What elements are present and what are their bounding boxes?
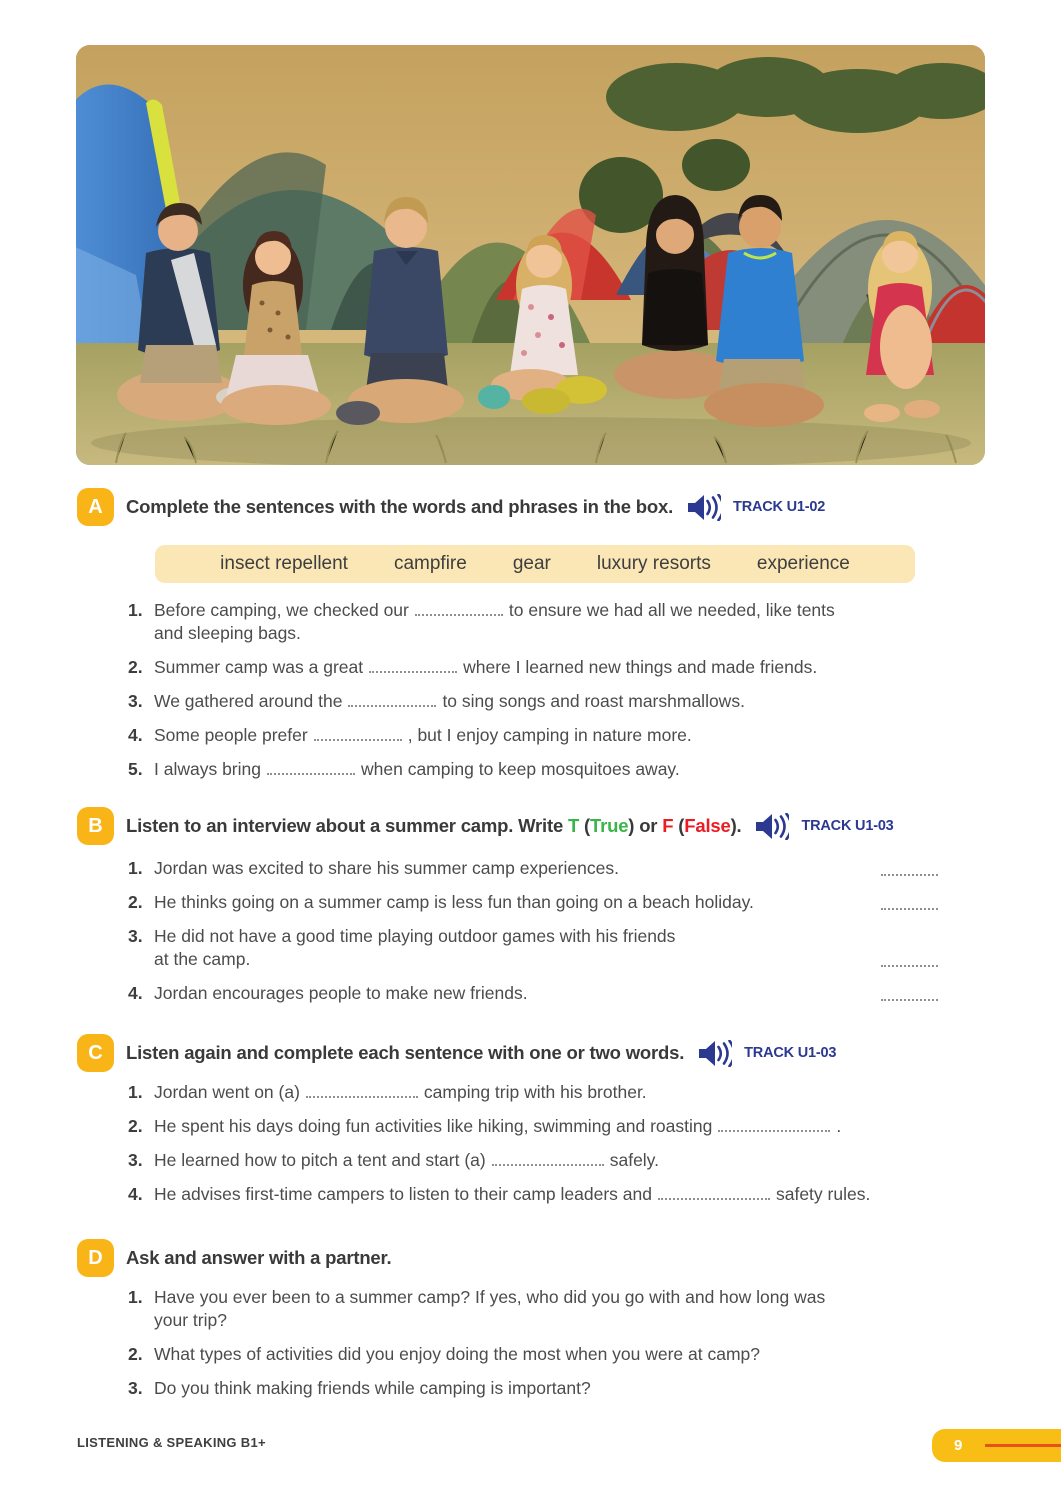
answer-blank[interactable] xyxy=(415,600,503,616)
answer-blank[interactable] xyxy=(492,1150,604,1166)
item-text: Before camping, we checked our xyxy=(154,600,409,620)
section-d-items xyxy=(128,1286,969,1400)
answer-blank[interactable] xyxy=(369,657,457,673)
answer-blank[interactable] xyxy=(348,691,436,707)
item-number: 1. xyxy=(128,1287,143,1307)
track-label-a: TRACK U1-02 xyxy=(733,499,826,515)
item-text: What types of activities did you enjoy doing the most when you were at camp? xyxy=(154,1344,761,1364)
item-number: 3. xyxy=(128,1150,143,1170)
item-number: 4. xyxy=(128,1184,143,1204)
list-item xyxy=(128,758,969,781)
word-box-item: luxury resorts xyxy=(596,553,711,574)
list-item xyxy=(128,857,944,880)
answer-blank[interactable] xyxy=(718,1116,830,1132)
answer-blank[interactable] xyxy=(306,1082,418,1098)
speaker-icon[interactable] xyxy=(755,813,789,840)
camping-photo-illustration xyxy=(76,45,985,465)
list-item xyxy=(128,1183,969,1206)
item-text: and sleeping bags. xyxy=(154,623,301,643)
item-number: 3. xyxy=(128,926,143,946)
answer-blank[interactable] xyxy=(314,725,402,741)
section-b-badge: B xyxy=(77,807,114,845)
item-text: Some people prefer xyxy=(154,725,308,745)
item-text: He did not have a good time playing outdoor games with his friends xyxy=(154,926,676,946)
section-b-header xyxy=(77,807,969,845)
list-item xyxy=(128,1081,969,1104)
list-item xyxy=(128,1343,969,1366)
list-item xyxy=(128,925,944,971)
list-item xyxy=(128,599,969,645)
section-d-header xyxy=(77,1239,969,1277)
item-text: your trip? xyxy=(154,1310,227,1330)
answer-blank[interactable] xyxy=(881,985,938,1001)
list-item xyxy=(128,1286,969,1332)
item-text: to sing songs and roast marshmallows. xyxy=(442,691,745,711)
answer-blank[interactable] xyxy=(267,759,355,775)
list-item xyxy=(128,656,969,679)
item-number: 4. xyxy=(128,983,143,1003)
answer-blank[interactable] xyxy=(881,894,938,910)
item-number: 1. xyxy=(128,858,143,878)
item-text: when camping to keep mosquitoes away. xyxy=(361,759,680,779)
item-text: Have you ever been to a summer camp? If yes, who did you go with and how long was xyxy=(154,1287,826,1307)
section-c xyxy=(77,1034,969,1217)
item-number: 1. xyxy=(128,600,143,620)
section-b-title: Listen to an interview about a summer camp. Write T (True) or F (False). xyxy=(126,814,742,836)
list-item xyxy=(128,1149,969,1172)
section-a-header xyxy=(77,488,969,526)
track-label-b: TRACK U1-03 xyxy=(801,818,894,834)
answer-blank[interactable] xyxy=(881,951,938,967)
section-c-badge: C xyxy=(77,1034,114,1072)
item-number: 3. xyxy=(128,1378,143,1398)
speaker-icon[interactable] xyxy=(698,1040,732,1067)
section-a-items xyxy=(128,599,969,781)
track-label-c: TRACK U1-03 xyxy=(744,1045,837,1061)
item-number: 2. xyxy=(128,892,143,912)
item-text: We gathered around the xyxy=(154,691,343,711)
footer-book-title: LISTENING & SPEAKING B1+ xyxy=(77,1435,266,1450)
word-box-item: insect repellent xyxy=(220,553,348,574)
item-text: Jordan encourages people to make new friends. xyxy=(154,983,528,1003)
item-number: 3. xyxy=(128,691,143,711)
answer-blank[interactable] xyxy=(881,860,938,876)
item-text: He thinks going on a summer camp is less fun than going on a beach holiday. xyxy=(154,892,754,912)
item-number: 2. xyxy=(128,1116,143,1136)
item-text: He spent his days doing fun activities like hiking, swimming and roasting xyxy=(154,1116,713,1136)
item-text: Summer camp was a great xyxy=(154,657,364,677)
item-text: He advises first-time campers to listen to their camp leaders and xyxy=(154,1184,652,1204)
section-c-header xyxy=(77,1034,969,1072)
item-number: 2. xyxy=(128,1344,143,1364)
page-number-badge xyxy=(932,1429,1061,1462)
section-a xyxy=(77,488,969,792)
list-item xyxy=(128,891,944,914)
word-box xyxy=(155,545,915,583)
section-d xyxy=(77,1239,969,1411)
item-text: to ensure we had all we needed, like tents xyxy=(508,600,835,620)
section-b-items xyxy=(128,857,969,1005)
section-a-title: Complete the sentences with the words and phrases in the box. xyxy=(126,495,674,517)
list-item xyxy=(128,1115,969,1138)
footer-accent-line xyxy=(985,1444,1061,1447)
item-number: 5. xyxy=(128,759,143,779)
item-text: Do you think making friends while camping is important? xyxy=(154,1378,591,1398)
section-b xyxy=(77,807,969,1016)
item-text: safety rules. xyxy=(775,1184,871,1204)
item-text: Jordan was excited to share his summer camp experiences. xyxy=(154,858,619,878)
word-box-item: gear xyxy=(512,553,551,574)
item-text: at the camp. xyxy=(154,949,251,969)
camping-photo xyxy=(76,45,985,465)
item-number: 1. xyxy=(128,1082,143,1102)
list-item xyxy=(128,724,969,747)
section-c-items xyxy=(128,1081,969,1206)
item-text: He learned how to pitch a tent and start (a) xyxy=(154,1150,486,1170)
item-number: 2. xyxy=(128,657,143,677)
item-text: . xyxy=(836,1116,842,1136)
item-text: where I learned new things and made friends. xyxy=(463,657,818,677)
section-a-badge: A xyxy=(77,488,114,526)
item-number: 4. xyxy=(128,725,143,745)
item-text: safely. xyxy=(609,1150,659,1170)
item-text: Jordan went on (a) xyxy=(154,1082,300,1102)
section-d-title: Ask and answer with a partner. xyxy=(126,1246,392,1268)
section-c-title: Listen again and complete each sentence with one or two words. xyxy=(126,1041,685,1063)
speaker-icon[interactable] xyxy=(687,494,721,521)
item-text: camping trip with his brother. xyxy=(423,1082,647,1102)
word-box-item: campfire xyxy=(393,553,467,574)
list-item xyxy=(128,690,969,713)
answer-blank[interactable] xyxy=(658,1184,770,1200)
page-number: 9 xyxy=(954,1437,963,1454)
word-box-item: experience xyxy=(756,553,850,574)
list-item xyxy=(128,1377,969,1400)
item-text: I always bring xyxy=(154,759,261,779)
list-item xyxy=(128,982,944,1005)
item-text: , but I enjoy camping in nature more. xyxy=(407,725,692,745)
section-d-badge: D xyxy=(77,1239,114,1277)
